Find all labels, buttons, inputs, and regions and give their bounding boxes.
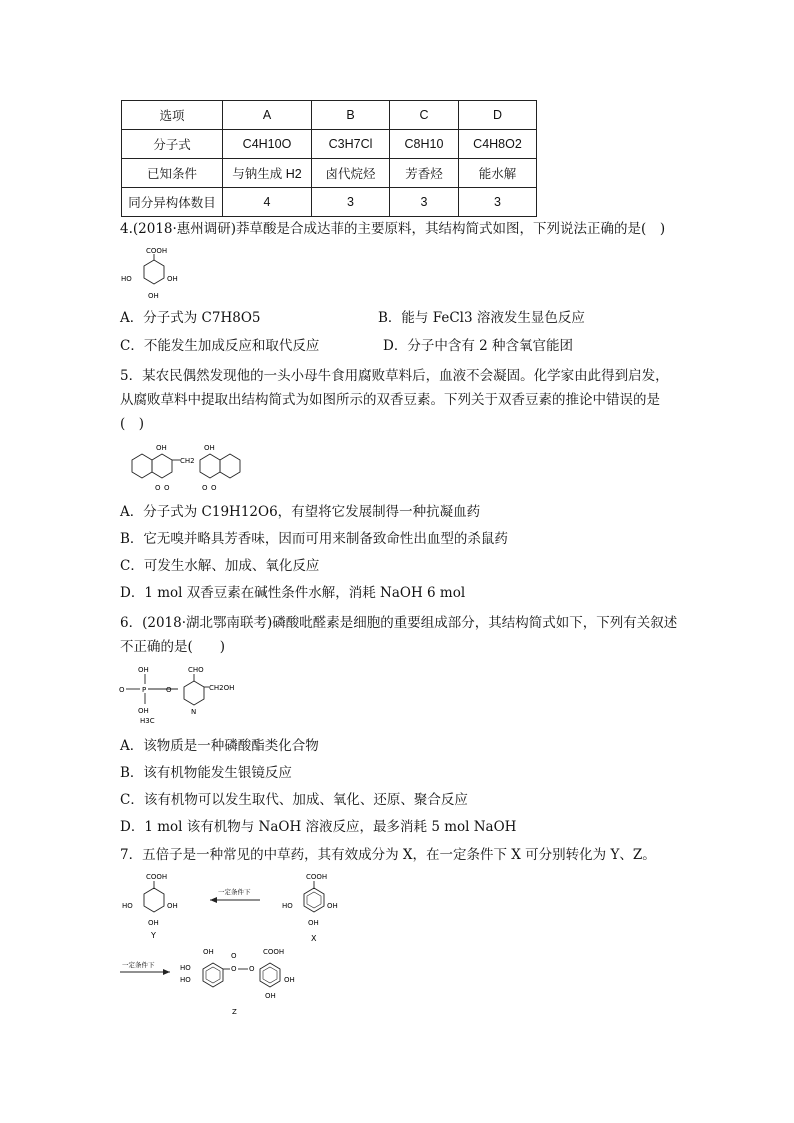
table-cell: 已知条件 — [122, 159, 223, 188]
q4-option-d: D．分子中含有 2 种含氧官能团 — [383, 338, 573, 354]
struct-n: N — [191, 708, 197, 716]
struct-oh: OH — [148, 292, 159, 300]
struct-o: O — [166, 686, 172, 694]
q6-option-b: B．该有机物能发生银镜反应 — [120, 765, 292, 781]
label-x: X — [311, 934, 317, 943]
struct-oh: OH — [156, 444, 167, 452]
struct-oh: OH — [138, 707, 149, 715]
q6-option-c: C．该有机物可以发生取代、加成、氧化、还原、聚合反应 — [120, 792, 468, 808]
struct-ho: HO — [282, 902, 293, 910]
struct-oh: OH — [138, 666, 149, 674]
q5-option-c: C．可发生水解、加成、氧化反应 — [120, 558, 320, 574]
q5-option-d: D．1 mol 双香豆素在碱性条件水解，消耗 NaOH 6 mol — [120, 585, 466, 601]
table-cell: 3 — [312, 188, 390, 217]
struct-o: O — [231, 952, 237, 960]
struct-ch2: CH2 — [180, 457, 195, 465]
options-table — [121, 100, 537, 217]
struct-o: O — [231, 965, 237, 973]
q5-stem: 5．某农民偶然发现他的一头小母牛食用腐败草料后，血液不会凝固。化学家由此得到启发，从腐败草料中提取出结构简式为如图所示的双香豆素。下列关于双香豆素的推论中错误的是( ) — [120, 368, 669, 432]
table-cell: 芳香烃 — [390, 159, 459, 188]
table-cell: 分子式 — [122, 130, 223, 159]
struct-oh: OH — [167, 902, 178, 910]
struct-p: P — [142, 686, 147, 694]
table-cell: C4H8O2 — [459, 130, 537, 159]
struct-cho: CHO — [188, 666, 204, 674]
struct-oh: OH — [284, 976, 295, 984]
table-cell: C — [390, 101, 459, 130]
struct-oh: OH — [148, 919, 159, 927]
struct-oh: OH — [203, 948, 214, 956]
gallic-acid-reactions-diagram — [118, 868, 378, 1018]
label-y: Y — [151, 931, 156, 940]
q4-option-a: A．分子式为 C7H8O5 — [120, 310, 261, 326]
struct-oh: OH — [167, 275, 178, 283]
table-cell: 卤代烷烃 — [312, 159, 390, 188]
struct-o: O — [119, 686, 125, 694]
struct-ho: HO — [122, 902, 133, 910]
struct-ho: HO — [121, 275, 132, 283]
struct-o: O — [202, 484, 208, 492]
table-row — [122, 130, 537, 159]
shikimic-acid-structure — [118, 243, 198, 303]
table-row — [122, 188, 537, 217]
table-cell: C8H10 — [390, 130, 459, 159]
label-z: Z — [232, 1008, 237, 1016]
struct-cooh: COOH — [146, 873, 168, 881]
table-header-row — [122, 101, 537, 130]
struct-ho: HO — [180, 964, 191, 972]
table-cell: A — [223, 101, 312, 130]
struct-o: O — [211, 484, 217, 492]
table-cell: 3 — [459, 188, 537, 217]
table-cell: B — [312, 101, 390, 130]
struct-ch2oh: CH2OH — [209, 684, 235, 692]
q4-stem: 4.(2018·惠州调研)莽草酸是合成达菲的主要原料，其结构简式如图，下列说法正确的是( ) — [120, 221, 666, 237]
table-cell: 同分异构体数目 — [122, 188, 223, 217]
struct-cooh: COOH — [306, 873, 328, 881]
table-cell: C3H7Cl — [312, 130, 390, 159]
q6-option-a: A．该物质是一种磷酸酯类化合物 — [120, 738, 319, 754]
q6-option-d: D．1 mol 该有机物与 NaOH 溶液反应，最多消耗 5 mol NaOH — [120, 819, 517, 835]
table-cell: 3 — [390, 188, 459, 217]
q7-stem: 7．五倍子是一种常见的中草药，其有效成分为 X，在一定条件下 X 可分别转化为 Y、Z。 — [120, 847, 656, 863]
q5-option-b: B．它无嗅并略具芳香味，因而可用来制备致命性出血型的杀鼠药 — [120, 531, 508, 547]
table-cell: 选项 — [122, 101, 223, 130]
dicoumarol-structure — [118, 440, 248, 495]
struct-o: O — [164, 484, 170, 492]
table-cell: 与钠生成 H2 — [223, 159, 312, 188]
q6-stem: 6．(2018·湖北鄂南联考)磷酸吡醛素是细胞的重要组成部分，其结构简式如下，下列有关叙述不正确的是( ) — [120, 615, 678, 655]
struct-o: O — [155, 484, 161, 492]
table-cell: 4 — [223, 188, 312, 217]
struct-oh: OH — [308, 919, 319, 927]
table-row — [122, 159, 537, 188]
table-cell: C4H10O — [223, 130, 312, 159]
struct-oh: OH — [265, 992, 276, 1000]
arrow-label: 一定条件下 — [218, 888, 251, 896]
table-cell: 能水解 — [459, 159, 537, 188]
q4-option-b: B．能与 FeCl3 溶液发生显色反应 — [378, 310, 585, 326]
struct-ho: HO — [180, 976, 191, 984]
struct-cooh: COOH — [146, 247, 168, 255]
struct-cooh: COOH — [263, 948, 285, 956]
struct-oh: OH — [204, 444, 215, 452]
q4-option-c: C．不能发生加成反应和取代反应 — [120, 338, 320, 354]
struct-o: O — [249, 965, 255, 973]
arrow-label: 一定条件下 — [122, 961, 155, 969]
struct-oh: OH — [327, 902, 338, 910]
struct-h3c: H3C — [140, 717, 155, 725]
q5-option-a: A．分子式为 C19H12O6，有望将它发展制得一种抗凝血药 — [120, 504, 481, 520]
table-cell: D — [459, 101, 537, 130]
pyridoxal-phosphate-structure — [118, 662, 248, 727]
